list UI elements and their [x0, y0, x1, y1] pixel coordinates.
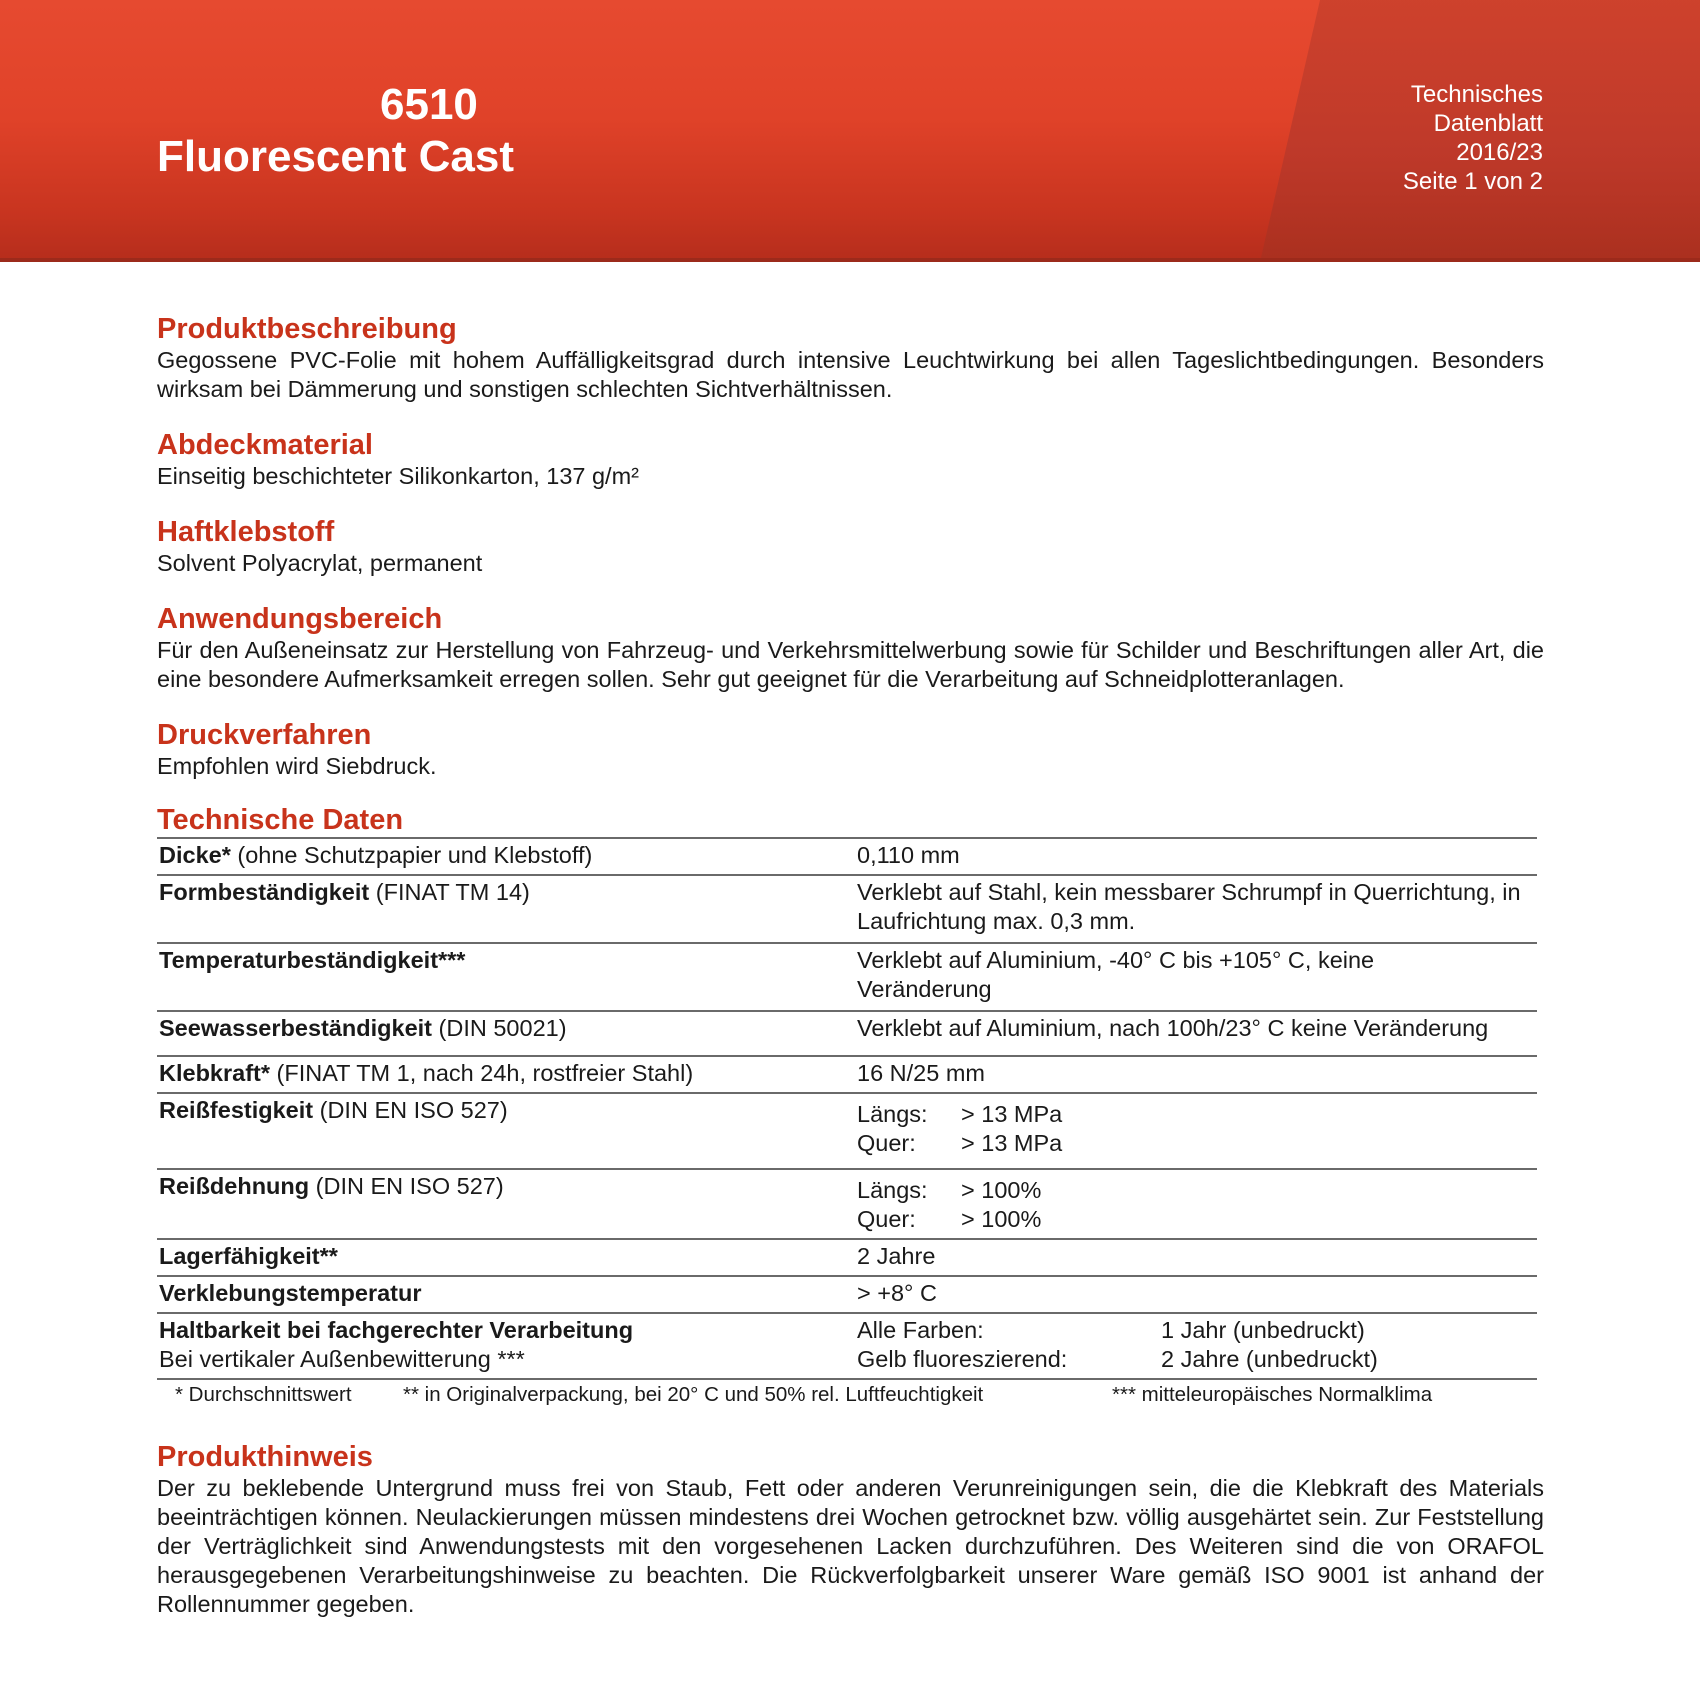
table-row [157, 1169, 1537, 1239]
row-key: Reißfestigkeit (DIN EN ISO 527) [159, 1097, 508, 1123]
row-value: Alle Farben: 1 Jahr (unbedruckt) Gelb fluoreszierend: 2 Jahre (unbedruckt) [857, 1317, 1378, 1372]
section-text: Für den Außeneinsatz zur Herstellung von Fahrzeug- und Verkehrsmittelwerbung sowie für Schilder und Beschriftungen aller Art, die eine besondere Aufmerksamkeit erregen sollen. Sehr gut geeignet für die Verarbeitung auf Schneidplotteranlagen. [157, 637, 1544, 692]
table-row [157, 1276, 1537, 1313]
document-meta [1403, 80, 1543, 196]
row-value: 16 N/25 mm [857, 1060, 985, 1086]
table-row [157, 1093, 1537, 1169]
row-key: Haltbarkeit bei fachgerechter Verarbeitung Bei vertikaler Außenbewitterung *** [159, 1317, 634, 1372]
row-value: 0,110 mm [857, 842, 960, 868]
row-value: > +8° C [857, 1280, 937, 1306]
row-key: Reißdehnung (DIN EN ISO 527) [159, 1173, 504, 1199]
section-technische-daten [157, 803, 1544, 1408]
section-produktbeschreibung [157, 312, 1544, 404]
table-row [157, 875, 1537, 943]
row-value: Längs: > 100% Quer: > 100% [857, 1177, 1042, 1232]
table-row [157, 1056, 1537, 1093]
section-text: Solvent Polyacrylat, permanent [157, 550, 483, 576]
page-info: Seite 1 von 2 [1402, 168, 1543, 195]
row-key: Formbeständigkeit (FINAT TM 14) [159, 879, 530, 905]
product-code: 6510 [380, 80, 478, 129]
section-text: Empfohlen wird Siebdruck. [157, 753, 437, 779]
section-title: Druckverfahren [157, 719, 372, 751]
header-banner [0, 0, 1700, 262]
table-row [157, 838, 1537, 875]
tech-data-table [157, 837, 1537, 1380]
table-row [157, 1313, 1537, 1379]
footnote: * Durchschnittswert [175, 1383, 352, 1406]
doc-type-line2: Datenblatt [1433, 110, 1543, 137]
section-anwendungsbereich [157, 602, 1544, 694]
doc-type-line1: Technisches [1410, 81, 1543, 108]
row-key: Klebkraft* (FINAT TM 1, nach 24h, rostfreier Stahl) [159, 1060, 694, 1086]
row-key: Seewasserbeständigkeit (DIN 50021) [159, 1015, 567, 1041]
table-row [157, 1239, 1537, 1276]
section-text: Gegossene PVC-Folie mit hohem Auffälligkeitsgrad durch intensive Leuchtwirkung bei allen Tageslichtbedingungen. Besonders wirksam bei Dämmerung und sonstigen schlechten Sichtverhältnissen. [157, 347, 1544, 402]
table-row [157, 1011, 1537, 1056]
section-text: Der zu beklebende Untergrund muss frei von Staub, Fett oder anderen Verunreinigungen sein, die die Klebkraft des Materials beeinträchtigen können. Neulackierungen müssen mindestens drei Wochen getrocknet bzw. völlig ausgehärtet sein. Zur Feststellung der Verträglichkeit sind Anwendungstests mit den vorgesehenen Lacken durchzuführen. Des Weiteren sind die von ORAFOL herausgegebenen Verarbeitungshinweise zu beachten. Die Rückverfolgbarkeit unserer Ware gemäß ISO 9001 ist anhand der Rollennummer gegeben. [157, 1475, 1544, 1617]
table-footnotes [157, 1382, 1544, 1408]
row-key: Lagerfähigkeit** [159, 1243, 338, 1269]
section-text: Einseitig beschichteter Silikonkarton, 137 g/m² [157, 463, 639, 489]
row-value: 2 Jahre [857, 1243, 936, 1269]
row-key: Verklebungstemperatur [159, 1280, 422, 1306]
section-druckverfahren [157, 718, 1544, 781]
content [157, 312, 1544, 1643]
header-divider [0, 258, 1700, 262]
section-abdeckmaterial [157, 428, 1544, 491]
row-value: Längs: > 13 MPa Quer: > 13 MPa [857, 1101, 1063, 1156]
section-title: Anwendungsbereich [157, 603, 443, 635]
row-value: Verklebt auf Aluminium, nach 100h/23° C keine Veränderung [857, 1015, 1489, 1041]
row-value: Verklebt auf Aluminium, -40° C bis +105° C, keine Veränderung [857, 947, 1375, 1002]
row-key: Temperaturbeständigkeit*** [159, 947, 466, 973]
table-row [157, 943, 1537, 1011]
footnote: *** mitteleuropäisches Normalklima [1112, 1383, 1433, 1406]
section-title: Haftklebstoff [157, 516, 335, 548]
product-name: Fluorescent Cast [157, 132, 514, 181]
section-title: Abdeckmaterial [157, 429, 373, 461]
section-haftklebstoff [157, 515, 1544, 578]
row-value: Verklebt auf Stahl, kein messbarer Schrumpf in Querrichtung, in Laufrichtung max. 0,3 mm. [857, 879, 1521, 934]
row-key: Dicke* (ohne Schutzpapier und Klebstoff) [159, 842, 593, 868]
section-produkthinweis [157, 1440, 1544, 1619]
section-title: Produktbeschreibung [157, 313, 457, 345]
footnote: ** in Originalverpackung, bei 20° C und 50% rel. Luftfeuchtigkeit [403, 1383, 984, 1406]
doc-version: 2016/23 [1456, 139, 1543, 166]
section-title: Technische Daten [157, 804, 404, 836]
section-title: Produkthinweis [157, 1441, 373, 1473]
